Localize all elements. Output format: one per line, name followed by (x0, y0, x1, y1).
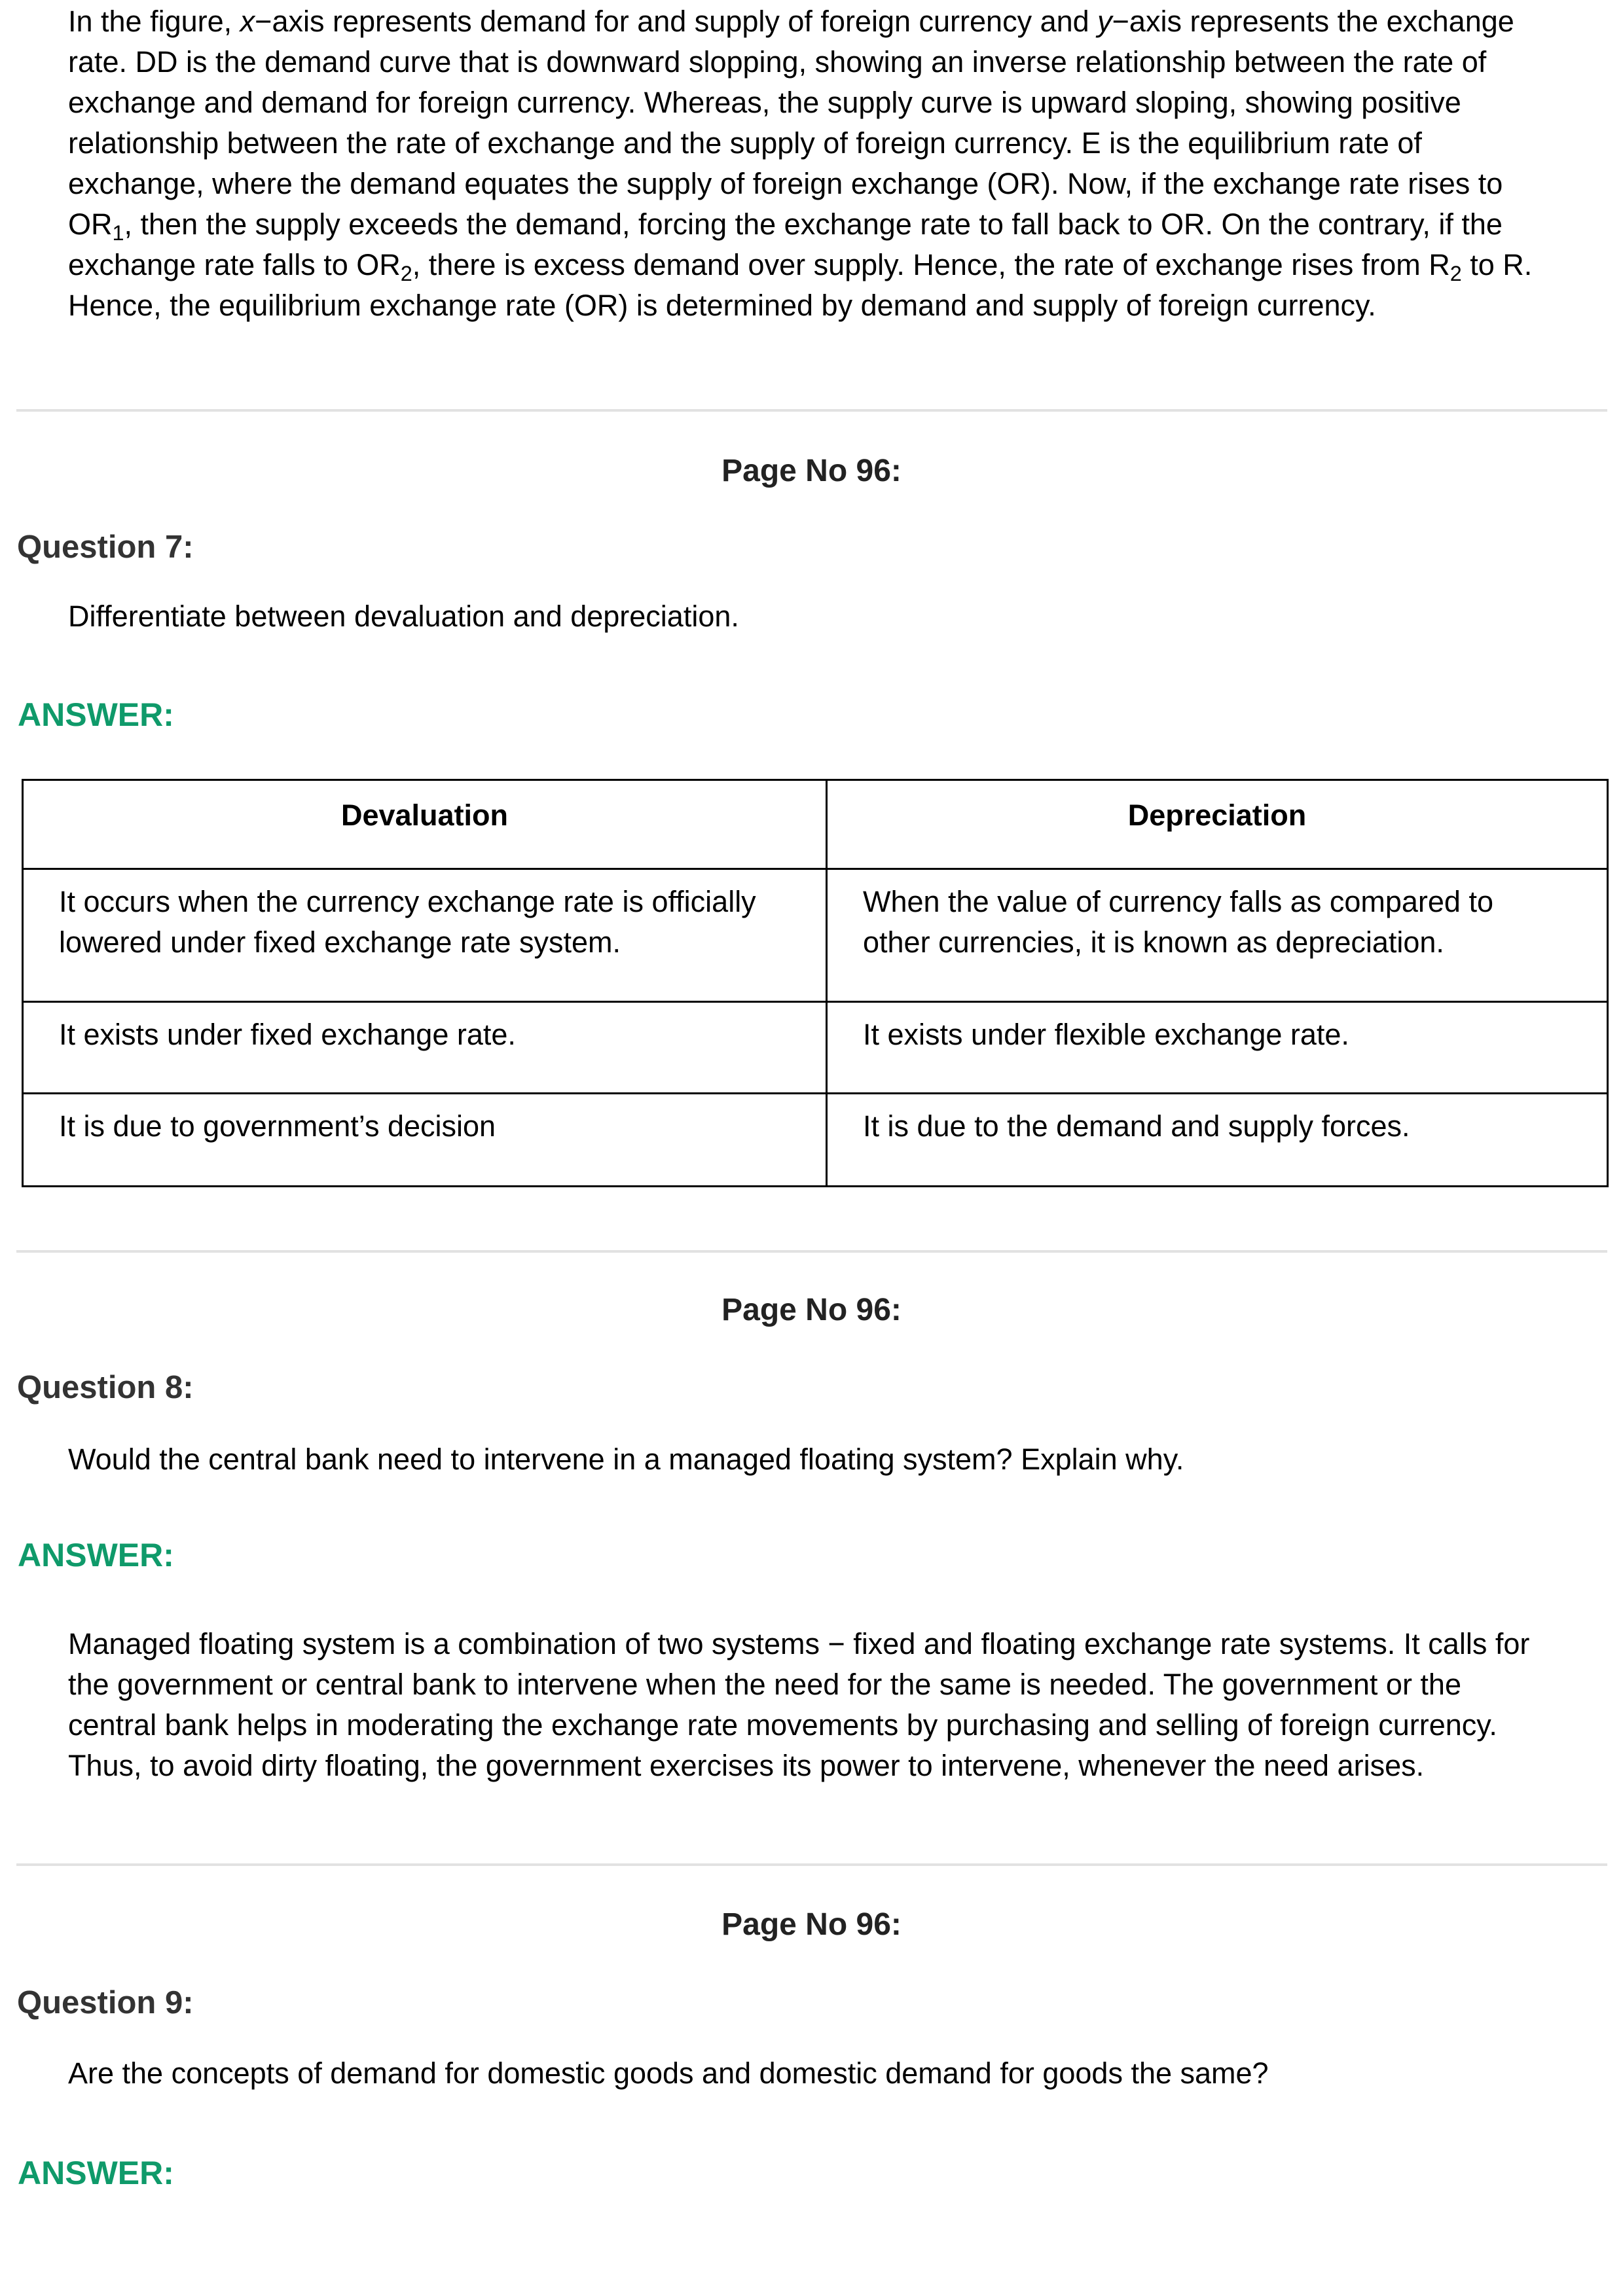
table-cell (827, 869, 1608, 1002)
paragraph-line: In the figure, x−axis represents demand for and supply of foreign currency and y−axis represents the exchange (68, 5, 1514, 38)
section-divider (16, 409, 1607, 412)
table-header-row (23, 780, 1608, 869)
table-header-devaluation: Devaluation (23, 780, 827, 869)
paragraph-line: exchange, where the demand equates the supply of foreign exchange (OR). Now, if the exchange rate rises to (68, 167, 1503, 200)
cell-line: It is due to the demand and supply forces. (863, 1109, 1410, 1143)
answer-line: Managed floating system is a combination of two systems − fixed and floating exchange rate systems. It calls for (68, 1627, 1530, 1660)
question-text: Differentiate between devaluation and depreciation. (68, 600, 739, 633)
answer-label: ANSWER: (18, 1537, 174, 1573)
answer-label: ANSWER: (18, 696, 174, 733)
paragraph-line: exchange rate falls to $OR_2$, there is excess demand over supply. Hence, the rate of exchange rises from $R_2$ to R. (68, 248, 1533, 286)
page-number-heading: Page No 96: (721, 454, 902, 488)
comparison-table (22, 779, 1609, 1187)
page-number-heading: Page No 96: (721, 1907, 902, 1942)
question-heading: Question 8: (17, 1370, 194, 1405)
table-cell (23, 869, 827, 1002)
section-divider (16, 1250, 1607, 1253)
cell-line: It exists under fixed exchange rate. (59, 1018, 516, 1051)
question-heading: Question 7: (17, 529, 194, 565)
paragraph-line: exchange and demand for foreign currency. Whereas, the supply curve is upward sloping, showing positive (68, 86, 1461, 119)
table-row (23, 1094, 1608, 1187)
table-row (23, 1002, 1608, 1094)
question-heading: Question 9: (17, 1985, 194, 2020)
answer-line: Thus, to avoid dirty floating, the government exercises its power to intervene, whenever the need arises. (68, 1749, 1425, 1782)
paragraph-line: rate. DD is the demand curve that is downward slopping, showing an inverse relationship between the rate of (68, 45, 1487, 79)
cell-line: It exists under flexible exchange rate. (863, 1018, 1349, 1051)
cell-line: It occurs when the currency exchange rate is officially (59, 885, 756, 918)
answer-line: central bank helps in moderating the exchange rate movements by purchasing and selling of foreign currency. (68, 1708, 1497, 1742)
section-divider (16, 1863, 1607, 1866)
table-cell (827, 1002, 1608, 1094)
paragraph-line: $OR_1$, then the supply exceeds the demand, forcing the exchange rate to fall back to OR. On the contrary, if the (68, 207, 1503, 245)
question-text: Are the concepts of demand for domestic goods and domestic demand for goods the same? (68, 2056, 1269, 2090)
answer-paragraph (68, 1624, 1607, 1786)
intro-answer-paragraph (68, 1, 1607, 326)
table-cell (827, 1094, 1608, 1187)
cell-line: It is due to government’s decision (59, 1109, 496, 1143)
cell-line: other currencies, it is known as depreciation. (863, 925, 1444, 959)
paragraph-line: relationship between the rate of exchange and the supply of foreign currency. E is the equilibrium rate of (68, 126, 1422, 160)
paragraph-line: Hence, the equilibrium exchange rate (OR) is determined by demand and supply of foreign currency. (68, 289, 1376, 322)
question-text: Would the central bank need to intervene in a managed floating system? Explain why. (68, 1443, 1184, 1476)
table-header-depreciation: Depreciation (827, 780, 1608, 869)
answer-line: the government or central bank to intervene when the need for the same is needed. The government or the (68, 1668, 1461, 1701)
answer-label: ANSWER: (18, 2155, 174, 2191)
page-number-heading: Page No 96: (721, 1293, 902, 1327)
table-cell (23, 1002, 827, 1094)
cell-line: When the value of currency falls as compared to (863, 885, 1493, 918)
cell-line: lowered under fixed exchange rate system. (59, 925, 621, 959)
table-row (23, 869, 1608, 1002)
table-cell (23, 1094, 827, 1187)
